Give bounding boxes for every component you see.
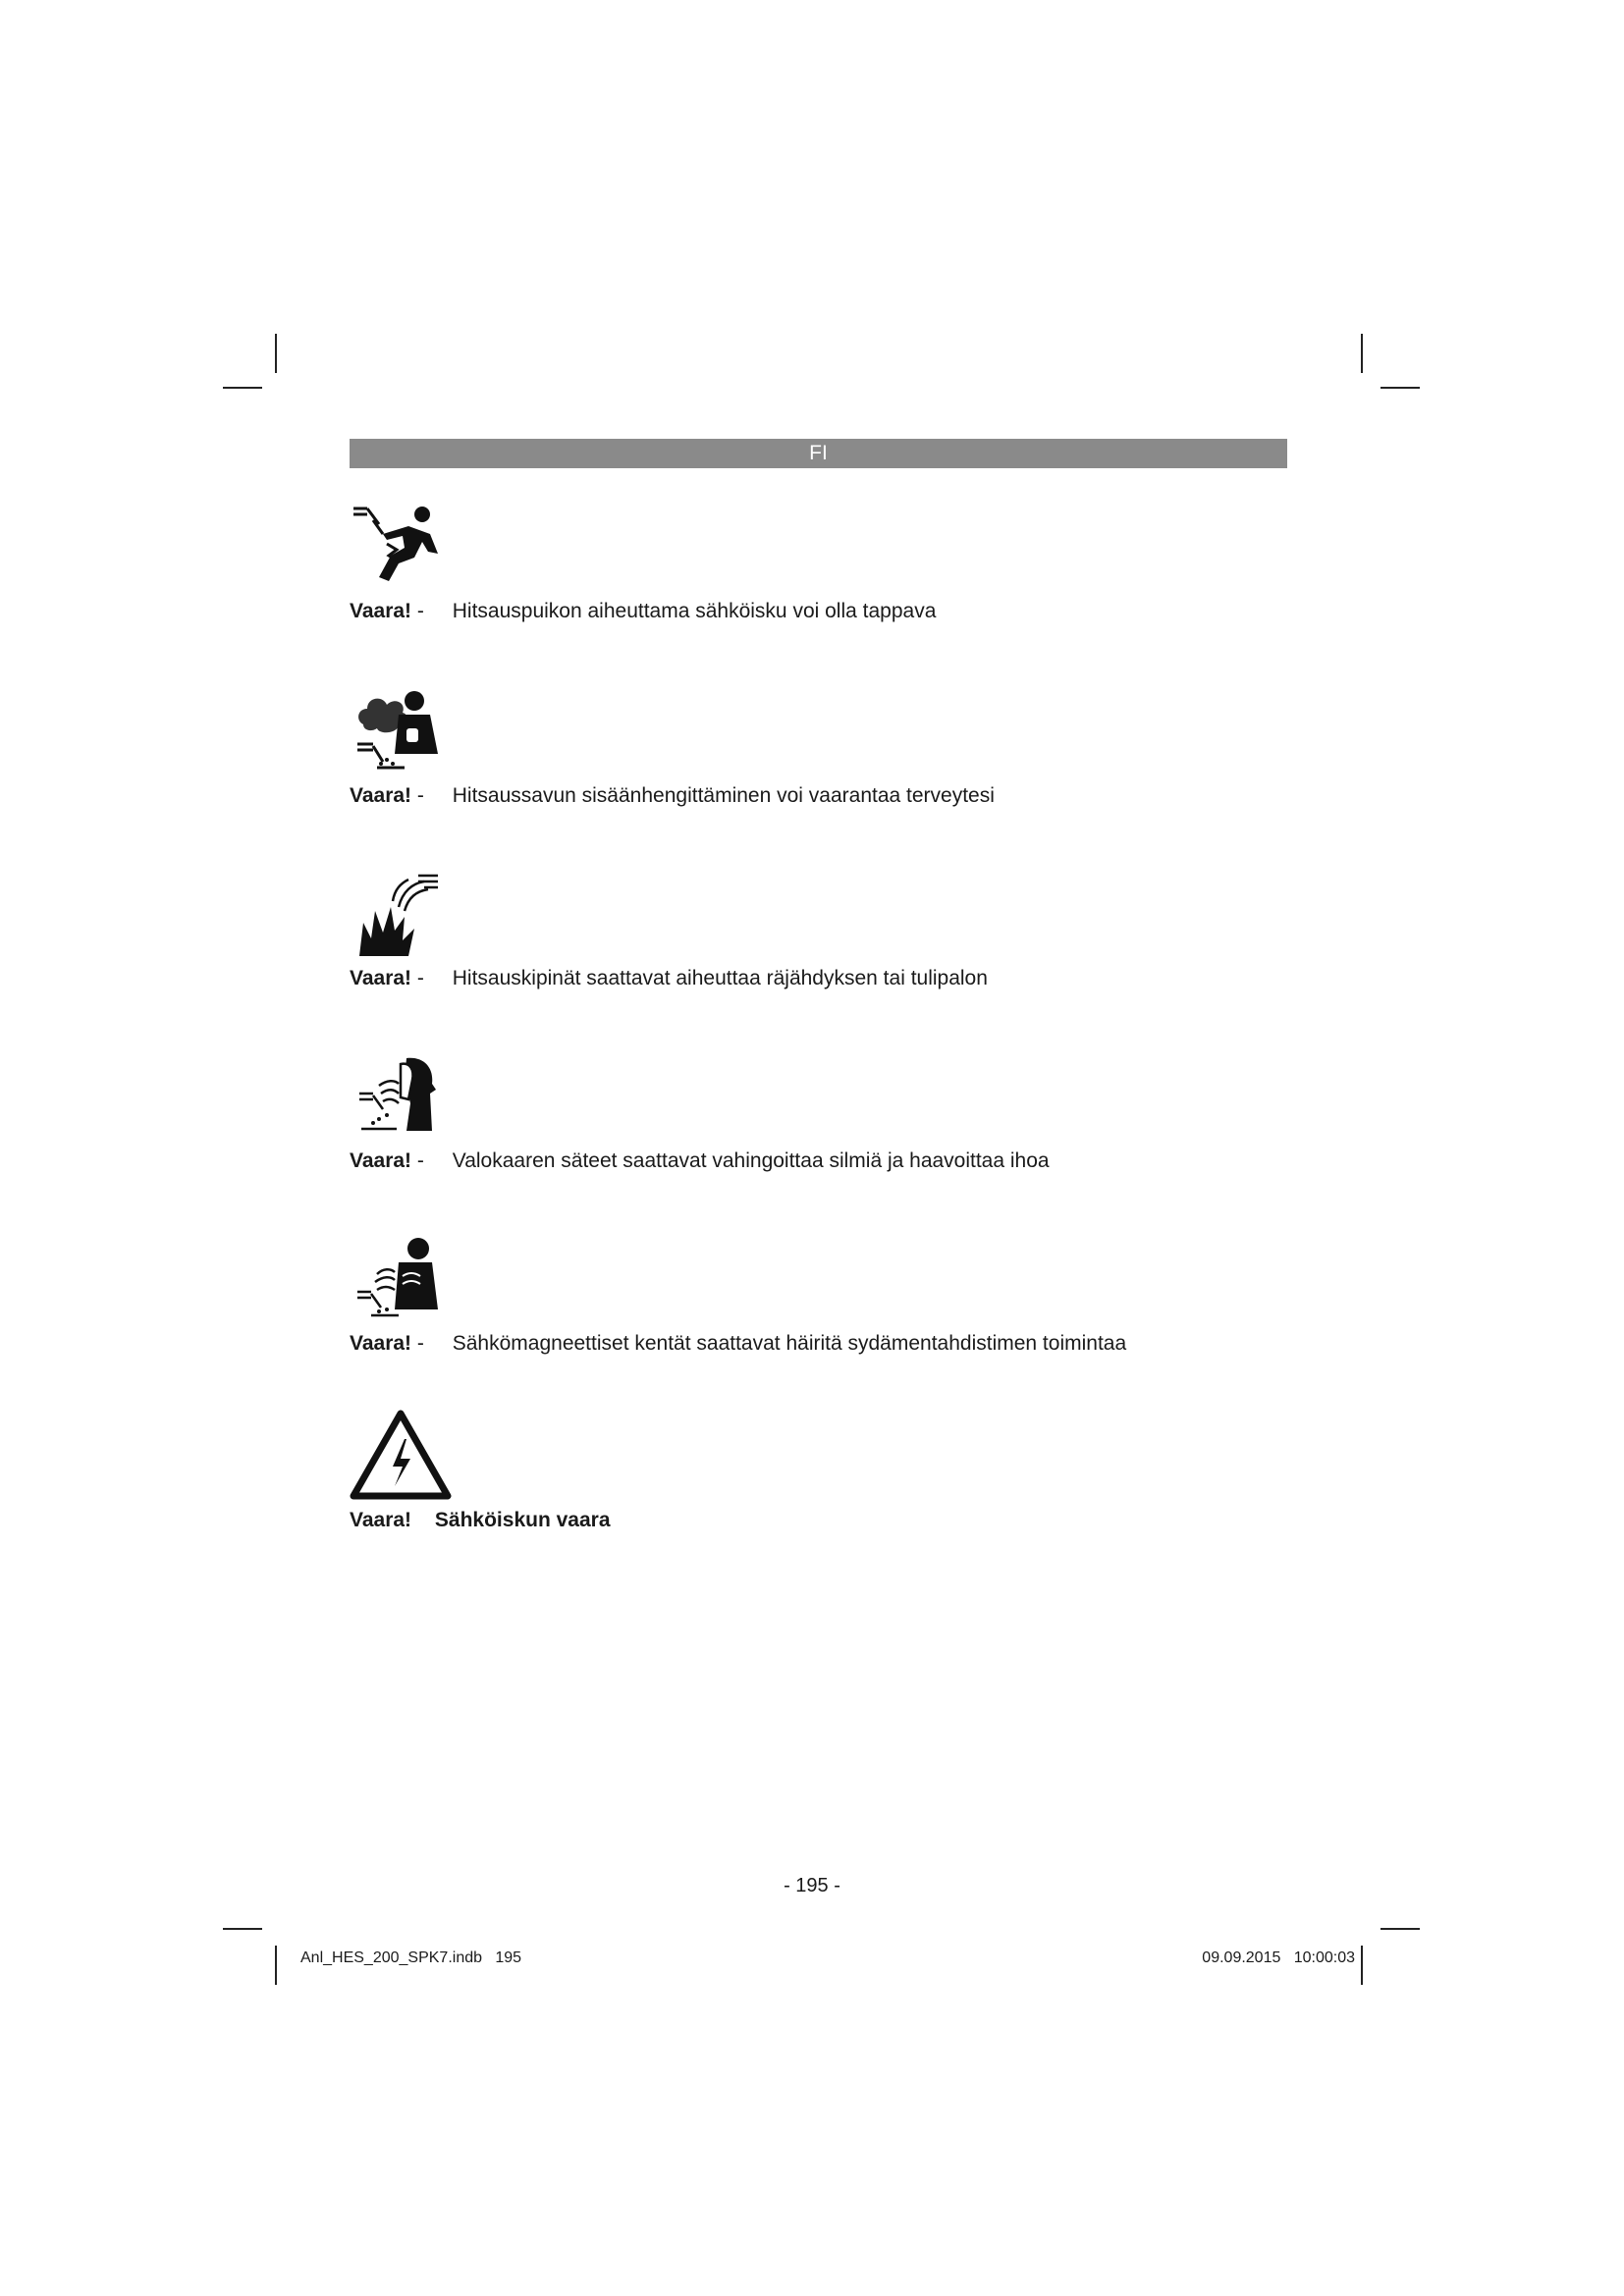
crop-mark: [1380, 387, 1420, 389]
warning-text: Sähkömagneettiset kentät saattavat häiritä sydämentahdistimen toimintaa: [452, 1332, 1127, 1355]
warning-label: Vaara!: [350, 1149, 412, 1172]
warning-item: [350, 868, 1233, 991]
warning-text: Sähköiskun vaara: [434, 1509, 611, 1531]
warning-text: Hitsauskipinät saattavat aiheuttaa räjähdyksen tai tulipalon: [452, 967, 988, 989]
arc-rays-face-shield-icon: [350, 1050, 440, 1141]
warning-dash: -: [416, 600, 424, 622]
warning-label: Vaara!: [350, 967, 412, 989]
footer-timestamp: 09.09.2015 10:00:03: [1202, 1949, 1355, 1966]
crop-mark: [1361, 1946, 1363, 1985]
electromagnetic-field-pacemaker-icon: [350, 1233, 440, 1323]
language-header: FI: [350, 439, 1287, 468]
crop-mark: [223, 1928, 262, 1930]
warning-item: [350, 501, 1233, 624]
warning-text: Valokaaren säteet saattavat vahingoittaa silmiä ja haavoittaa ihoa: [452, 1149, 1050, 1172]
crop-mark: [1361, 334, 1363, 373]
warning-item: [350, 685, 1233, 809]
warning-item: [350, 1050, 1233, 1174]
warning-item-electric-shock: [350, 1410, 1233, 1533]
warning-dash: -: [416, 784, 424, 807]
electric-shock-triangle-icon: [350, 1410, 452, 1500]
warning-label: Vaara!: [350, 784, 412, 807]
crop-mark: [223, 387, 262, 389]
crop-mark: [275, 334, 277, 373]
warning-dash: -: [416, 967, 424, 989]
electrode-shock-icon: [350, 501, 440, 591]
page-number: - 195 -: [784, 1875, 840, 1896]
warning-label: Vaara!: [350, 1509, 412, 1531]
warning-dash: -: [416, 1149, 424, 1172]
warning-dash: -: [416, 1332, 424, 1355]
warning-label: Vaara!: [350, 600, 412, 622]
crop-mark: [275, 1946, 277, 1985]
welding-fumes-icon: [350, 685, 440, 775]
warning-item: [350, 1233, 1233, 1357]
welding-sparks-explosion-icon: [350, 868, 440, 958]
warning-text: Hitsauspuikon aiheuttama sähköisku voi olla tappava: [452, 600, 937, 622]
crop-mark: [1380, 1928, 1420, 1930]
warning-label: Vaara!: [350, 1332, 412, 1355]
footer-file: Anl_HES_200_SPK7.indb 195: [300, 1949, 522, 1966]
warning-text: Hitsaussavun sisäänhengittäminen voi vaarantaa terveytesi: [452, 784, 995, 807]
